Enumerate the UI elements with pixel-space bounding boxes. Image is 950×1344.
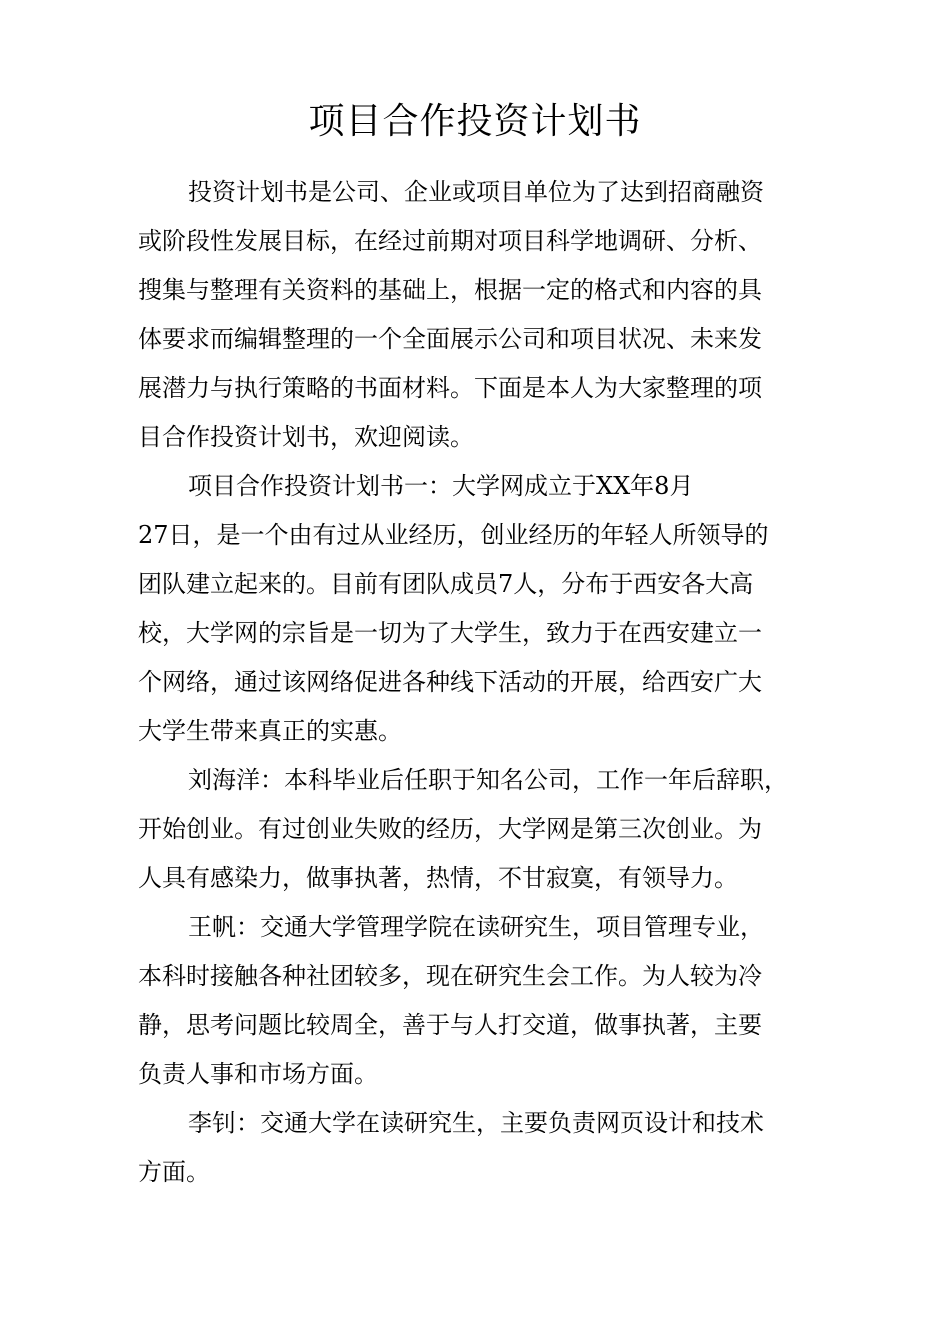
text-line: 方面。 [138, 1158, 210, 1186]
text-line: 负责人事和市场方面。 [138, 1060, 378, 1088]
text-line: 刘海洋：本科毕业后任职于知名公司，工作一年后辞职， [188, 766, 788, 794]
paragraph-li-zhao [138, 1099, 818, 1197]
document-title: 项目合作投资计划书 [308, 101, 642, 142]
text-line: 团队建立起来的。目前有团队成员7人，分布于西安各大高 [138, 570, 754, 598]
document-body [138, 168, 818, 1197]
text-line: 校，大学网的宗旨是一切为了大学生，致力于在西安建立一 [138, 619, 762, 647]
paragraph-wang-fan [138, 903, 818, 1099]
text-line: 27日，是一个由有过从业经历，创业经历的年轻人所领导的 [138, 521, 769, 549]
text-line: 李钊：交通大学在读研究生，主要负责网页设计和技术 [188, 1109, 764, 1137]
text-line: 开始创业。有过创业失败的经历，大学网是第三次创业。为 [138, 815, 762, 843]
text-line: 项目合作投资计划书一：大学网成立于XX年8月 [188, 472, 694, 500]
text-line: 展潜力与执行策略的书面材料。下面是本人为大家整理的项 [138, 374, 762, 402]
text-line: 个网络，通过该网络促进各种线下活动的开展，给西安广大 [138, 668, 762, 696]
text-line: 搜集与整理有关资料的基础上，根据一定的格式和内容的具 [138, 276, 762, 304]
text-line: 静，思考问题比较周全，善于与人打交道，做事执著，主要 [138, 1011, 762, 1039]
text-line: 投资计划书是公司、企业或项目单位为了达到招商融资 [188, 178, 764, 206]
text-line: 体要求而编辑整理的一个全面展示公司和项目状况、未来发 [138, 325, 762, 353]
text-line: 目合作投资计划书，欢迎阅读。 [138, 423, 474, 451]
paragraph-intro [138, 168, 818, 462]
paragraph-plan-one [138, 462, 818, 756]
text-line: 王帆：交通大学管理学院在读研究生，项目管理专业， [188, 913, 764, 941]
text-line: 大学生带来真正的实惠。 [138, 717, 402, 745]
text-line: 本科时接触各种社团较多，现在研究生会工作。为人较为冷 [138, 962, 762, 990]
text-line: 人具有感染力，做事执著，热情，不甘寂寞，有领导力。 [138, 864, 738, 892]
paragraph-liu-haiyang [138, 756, 818, 903]
text-line: 或阶段性发展目标，在经过前期对项目科学地调研、分析、 [138, 227, 762, 255]
